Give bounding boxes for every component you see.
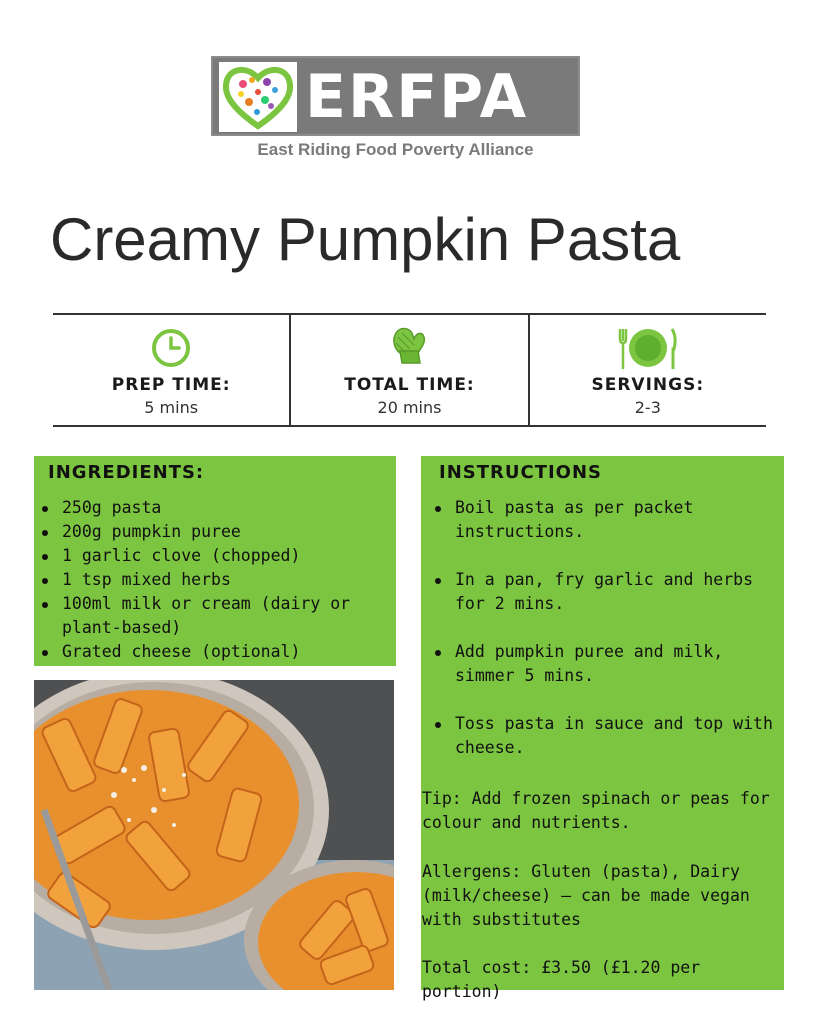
stat-value: 2-3 [634, 398, 661, 417]
stat-label: PREP TIME: [111, 375, 231, 395]
stat-value: 5 mins [144, 398, 199, 417]
heart-logo-icon [219, 62, 297, 132]
stat-value: 20 mins [377, 398, 442, 417]
ingredients-list [36, 496, 388, 664]
recipe-stats [53, 313, 766, 427]
clock-icon [150, 327, 192, 369]
tip-text: Tip: Add frozen spinach or peas for colour and nutrients. [422, 789, 770, 832]
allergens-text: Allergens: Gluten (pasta), Dairy (milk/cheese) — can be made vegan with substitutes [422, 862, 750, 929]
list-item: 200g pumpkin puree [36, 520, 388, 544]
stat-servings [528, 315, 766, 425]
plate-cutlery-icon [618, 325, 678, 371]
pasta-photo [34, 680, 394, 990]
stat-label: SERVINGS: [591, 375, 705, 395]
list-item: Add pumpkin puree and milk, simmer 5 mins. [429, 640, 779, 688]
list-item: 100ml milk or cream (dairy or plant-based) [36, 592, 388, 640]
instructions-list [429, 496, 779, 784]
list-item: 250g pasta [36, 496, 388, 520]
stat-total-time [289, 315, 527, 425]
total-cost-text: Total cost: £3.50 (£1.20 per portion) [422, 958, 701, 1001]
ingredients-heading: INGREDIENTS: [48, 462, 205, 483]
list-item: Grated cheese (optional) [36, 640, 388, 664]
erfpa-logo [211, 56, 580, 136]
logo-subtitle: East Riding Food Poverty Alliance [257, 140, 534, 159]
list-item: Boil pasta as per packet instructions. [429, 496, 779, 544]
logo-wordmark: ERFPA [305, 62, 529, 132]
ingredients-panel [34, 456, 396, 666]
list-item: 1 tsp mixed herbs [36, 568, 388, 592]
stat-label: TOTAL TIME: [344, 375, 475, 395]
stat-prep-time [53, 315, 289, 425]
list-item: In a pan, fry garlic and herbs for 2 mins. [429, 568, 779, 616]
instructions-panel [421, 456, 784, 1001]
list-item: 1 garlic clove (chopped) [36, 544, 388, 568]
page-title: Creamy Pumpkin Pasta [50, 206, 681, 273]
instructions-heading: INSTRUCTIONS [439, 462, 602, 483]
oven-mitt-icon [388, 323, 430, 369]
list-item: Toss pasta in sauce and top with cheese. [429, 712, 779, 760]
